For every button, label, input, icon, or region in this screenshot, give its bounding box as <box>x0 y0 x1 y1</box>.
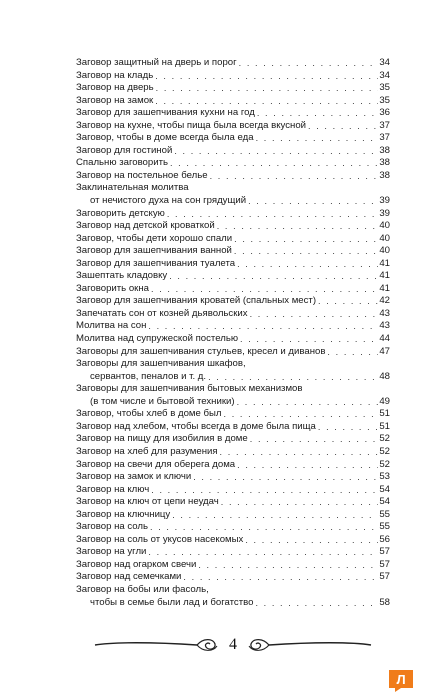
toc-entry-title: Заговор на кухне, чтобы пища была всегда вкусной <box>76 119 307 131</box>
toc-entry-title: Заговор, чтобы дети хорошо спали <box>76 232 233 244</box>
toc-entry-page: 38 <box>379 144 390 156</box>
dot-leader <box>254 132 378 145</box>
toc-entry-title: Заговор на соль от укусов насекомых <box>76 533 244 545</box>
toc-entry-page: 52 <box>379 445 390 457</box>
toc-entry-page: 41 <box>379 257 390 269</box>
badge-letter: Л <box>396 672 406 687</box>
toc-entry <box>76 333 390 346</box>
toc-entry-page: 43 <box>379 320 390 332</box>
dot-leader <box>235 459 378 472</box>
toc-entry <box>76 170 390 183</box>
dot-leader <box>208 170 378 183</box>
dot-leader <box>219 496 378 509</box>
table-of-contents <box>76 57 390 609</box>
toc-entry-title: Заговор на постельное белье <box>76 169 208 181</box>
page-footer <box>76 630 390 660</box>
toc-entry-title: Заговоры для зашепчивания стульев, кресел и диванов <box>76 345 326 357</box>
toc-entry <box>76 358 390 371</box>
toc-entry-page: 35 <box>379 94 390 106</box>
toc-entry <box>76 233 390 246</box>
toc-entry <box>76 157 390 170</box>
toc-entry <box>76 245 390 258</box>
toc-entry-page: 40 <box>379 232 390 244</box>
dot-leader <box>206 371 378 384</box>
toc-entry-page: 51 <box>379 408 390 420</box>
toc-entry-title: Заговор над семечками <box>76 571 182 583</box>
dot-leader <box>316 421 378 434</box>
toc-entry-title: Заговор над хлебом, чтобы всегда в доме была пища <box>76 420 316 432</box>
dot-leader <box>218 446 378 459</box>
toc-entry-title: (в том числе и бытовой техники) <box>90 395 235 407</box>
toc-entry <box>76 597 390 610</box>
dot-leader <box>235 258 378 271</box>
toc-entry-title: Молитва на сон <box>76 320 147 332</box>
toc-entry-title: Заговор на ключницу <box>76 508 171 520</box>
dot-leader <box>149 484 378 497</box>
page-number: 4 <box>229 636 237 653</box>
toc-entry-page: 55 <box>379 508 390 520</box>
dot-leader <box>191 471 378 484</box>
toc-entry <box>76 283 390 296</box>
toc-entry <box>76 295 390 308</box>
dot-leader <box>325 346 378 359</box>
toc-entry-page: 56 <box>379 533 390 545</box>
toc-entry-title: Заговор на пищу для изобилия в доме <box>76 433 248 445</box>
toc-entry-title: Заговор над огарком свечи <box>76 558 197 570</box>
toc-entry <box>76 446 390 459</box>
toc-entry <box>76 546 390 559</box>
dot-leader <box>232 233 378 246</box>
dot-leader <box>146 320 378 333</box>
toc-entry-page: 38 <box>379 157 390 169</box>
dot-leader <box>238 333 378 346</box>
dot-leader <box>253 597 378 610</box>
toc-entry-title: от нечистого духа на сон грядущий <box>90 195 247 207</box>
toc-entry-title: Заговор на ключ <box>76 483 150 495</box>
toc-entry-page: 53 <box>379 471 390 483</box>
toc-entry-page: 39 <box>379 207 390 219</box>
toc-entry-page: 34 <box>379 57 390 68</box>
left-ornament-icon <box>93 634 221 656</box>
toc-entry-title: Заговор, чтобы в доме всегда была еда <box>76 132 254 144</box>
toc-entry-page: 40 <box>379 220 390 232</box>
toc-entry-title: Заговор на свечи для оберега дома <box>76 458 236 470</box>
toc-entry-page: 44 <box>379 333 390 345</box>
toc-entry-title: Заговор на ключ от цепи неудач <box>76 496 219 508</box>
toc-entry-title: Заговор на замок и ключи <box>76 471 192 483</box>
toc-entry <box>76 396 390 409</box>
dot-leader <box>170 509 378 522</box>
dot-leader <box>215 220 378 233</box>
dot-leader <box>232 245 378 258</box>
dot-leader <box>246 195 378 208</box>
toc-entry-title: Заговор для зашепчивания кроватей (спальных мест) <box>76 295 317 307</box>
toc-entry <box>76 346 390 359</box>
dot-leader <box>181 571 378 584</box>
right-ornament-icon <box>245 634 373 656</box>
toc-entry-title: чтобы в семье были лад и богатство <box>90 596 254 608</box>
toc-entry-page: 54 <box>379 483 390 495</box>
toc-entry <box>76 270 390 283</box>
toc-entry <box>76 107 390 120</box>
toc-entry <box>76 421 390 434</box>
dot-leader <box>172 145 378 158</box>
dot-leader <box>165 208 378 221</box>
toc-entry-page: 37 <box>379 132 390 144</box>
toc-entry-title: Заговор для зашепчивания туалета <box>76 257 236 269</box>
toc-entry <box>76 371 390 384</box>
dot-leader <box>237 57 378 70</box>
toc-entry-title: Спальню заговорить <box>76 157 168 169</box>
toc-entry <box>76 95 390 108</box>
toc-entry <box>76 208 390 221</box>
toc-entry-page: 41 <box>379 282 390 294</box>
toc-entry-title: Заговор над детской кроваткой <box>76 220 215 232</box>
dot-leader <box>243 534 378 547</box>
toc-entry-title: Заговор на хлеб для разумения <box>76 445 218 457</box>
toc-entry <box>76 496 390 509</box>
toc-entry <box>76 471 390 484</box>
toc-entry-title: Заговор на соль <box>76 521 149 533</box>
dot-leader <box>153 95 378 108</box>
toc-entry <box>76 258 390 271</box>
toc-entry-page: 41 <box>379 270 390 282</box>
toc-entry-page: 39 <box>379 195 390 207</box>
toc-entry-page: 43 <box>379 307 390 319</box>
toc-entry-page: 38 <box>379 169 390 181</box>
toc-entry <box>76 484 390 497</box>
dot-leader <box>222 408 379 421</box>
dot-leader <box>148 521 378 534</box>
toc-entry <box>76 82 390 95</box>
toc-entry <box>76 584 390 597</box>
dot-leader <box>168 157 378 170</box>
toc-entry-title: Заговор для зашепчивания кухни на год <box>76 107 255 119</box>
toc-entry-page: 35 <box>379 82 390 94</box>
toc-entry <box>76 182 390 195</box>
toc-entry-title: Заговор защитный на дверь и порог <box>76 57 237 68</box>
toc-entry <box>76 459 390 472</box>
toc-entry-title: Зашептать кладовку <box>76 270 168 282</box>
toc-entry-title: Запечатать сон от козней дьявольских <box>76 307 248 319</box>
toc-entry-title: Заговор на замок <box>76 94 154 106</box>
dot-leader <box>153 70 378 83</box>
toc-entry <box>76 559 390 572</box>
toc-entry-page: 57 <box>379 571 390 583</box>
toc-entry <box>76 534 390 547</box>
toc-entry-page: 48 <box>379 370 390 382</box>
dot-leader <box>316 295 378 308</box>
toc-entry-page: 58 <box>379 596 390 608</box>
toc-entry <box>76 433 390 446</box>
toc-entry-page: 57 <box>379 558 390 570</box>
dot-leader <box>235 396 378 409</box>
toc-entry-title: Заговор для зашепчивания ванной <box>76 245 232 257</box>
toc-entry <box>76 571 390 584</box>
toc-entry-title: Заговоры для зашепчивания бытовых механизмов <box>76 383 303 395</box>
dot-leader <box>306 120 378 133</box>
toc-entry-page: 40 <box>379 245 390 257</box>
toc-entry-page: 49 <box>379 395 390 407</box>
toc-entry-title: Заговоры для зашепчивания шкафов, <box>76 358 246 370</box>
toc-entry-page: 51 <box>379 420 390 432</box>
toc-entry-title: Заговорить окна <box>76 282 149 294</box>
toc-entry-title: Заговор на дверь <box>76 82 154 94</box>
toc-entry-title: Заговор для гостиной <box>76 144 173 156</box>
dot-leader <box>196 559 378 572</box>
toc-entry <box>76 57 390 70</box>
toc-entry-page: 37 <box>379 119 390 131</box>
toc-entry-page: 55 <box>379 521 390 533</box>
dot-leader <box>248 308 378 321</box>
toc-entry-title: Заговор, чтобы хлеб в доме был <box>76 408 222 420</box>
toc-entry <box>76 308 390 321</box>
toc-entry-page: 54 <box>379 496 390 508</box>
dot-leader <box>255 107 378 120</box>
toc-entry <box>76 120 390 133</box>
toc-entry-page: 36 <box>379 107 390 119</box>
toc-entry-title: Заговорить детскую <box>76 207 165 219</box>
toc-entry-page: 47 <box>379 345 390 357</box>
dot-leader <box>149 283 378 296</box>
toc-entry-page: 52 <box>379 433 390 445</box>
toc-entry <box>76 70 390 83</box>
toc-entry <box>76 521 390 534</box>
toc-entry <box>76 383 390 396</box>
toc-entry <box>76 408 390 421</box>
dot-leader <box>167 270 378 283</box>
dot-leader <box>146 546 378 559</box>
toc-entry <box>76 195 390 208</box>
dot-leader <box>154 82 378 95</box>
toc-entry-title: Заговор на бобы или фасоль, <box>76 583 209 595</box>
toc-entry-page: 52 <box>379 458 390 470</box>
toc-entry <box>76 220 390 233</box>
toc-entry-title: Заговор на кладь <box>76 69 154 81</box>
dot-leader <box>248 433 378 446</box>
toc-entry-page: 42 <box>379 295 390 307</box>
toc-entry-title: Молитва над супружеской постелью <box>76 333 239 345</box>
toc-entry <box>76 132 390 145</box>
toc-entry-title: Заклинательная молитва <box>76 182 189 194</box>
toc-entry <box>76 509 390 522</box>
toc-entry-title: сервантов, пеналов и т. д. <box>90 370 207 382</box>
toc-entry <box>76 320 390 333</box>
toc-entry <box>76 145 390 158</box>
litres-logo-icon <box>386 668 416 692</box>
toc-entry-title: Заговор на угли <box>76 546 147 558</box>
toc-entry-page: 34 <box>379 69 390 81</box>
toc-entry-page: 57 <box>379 546 390 558</box>
